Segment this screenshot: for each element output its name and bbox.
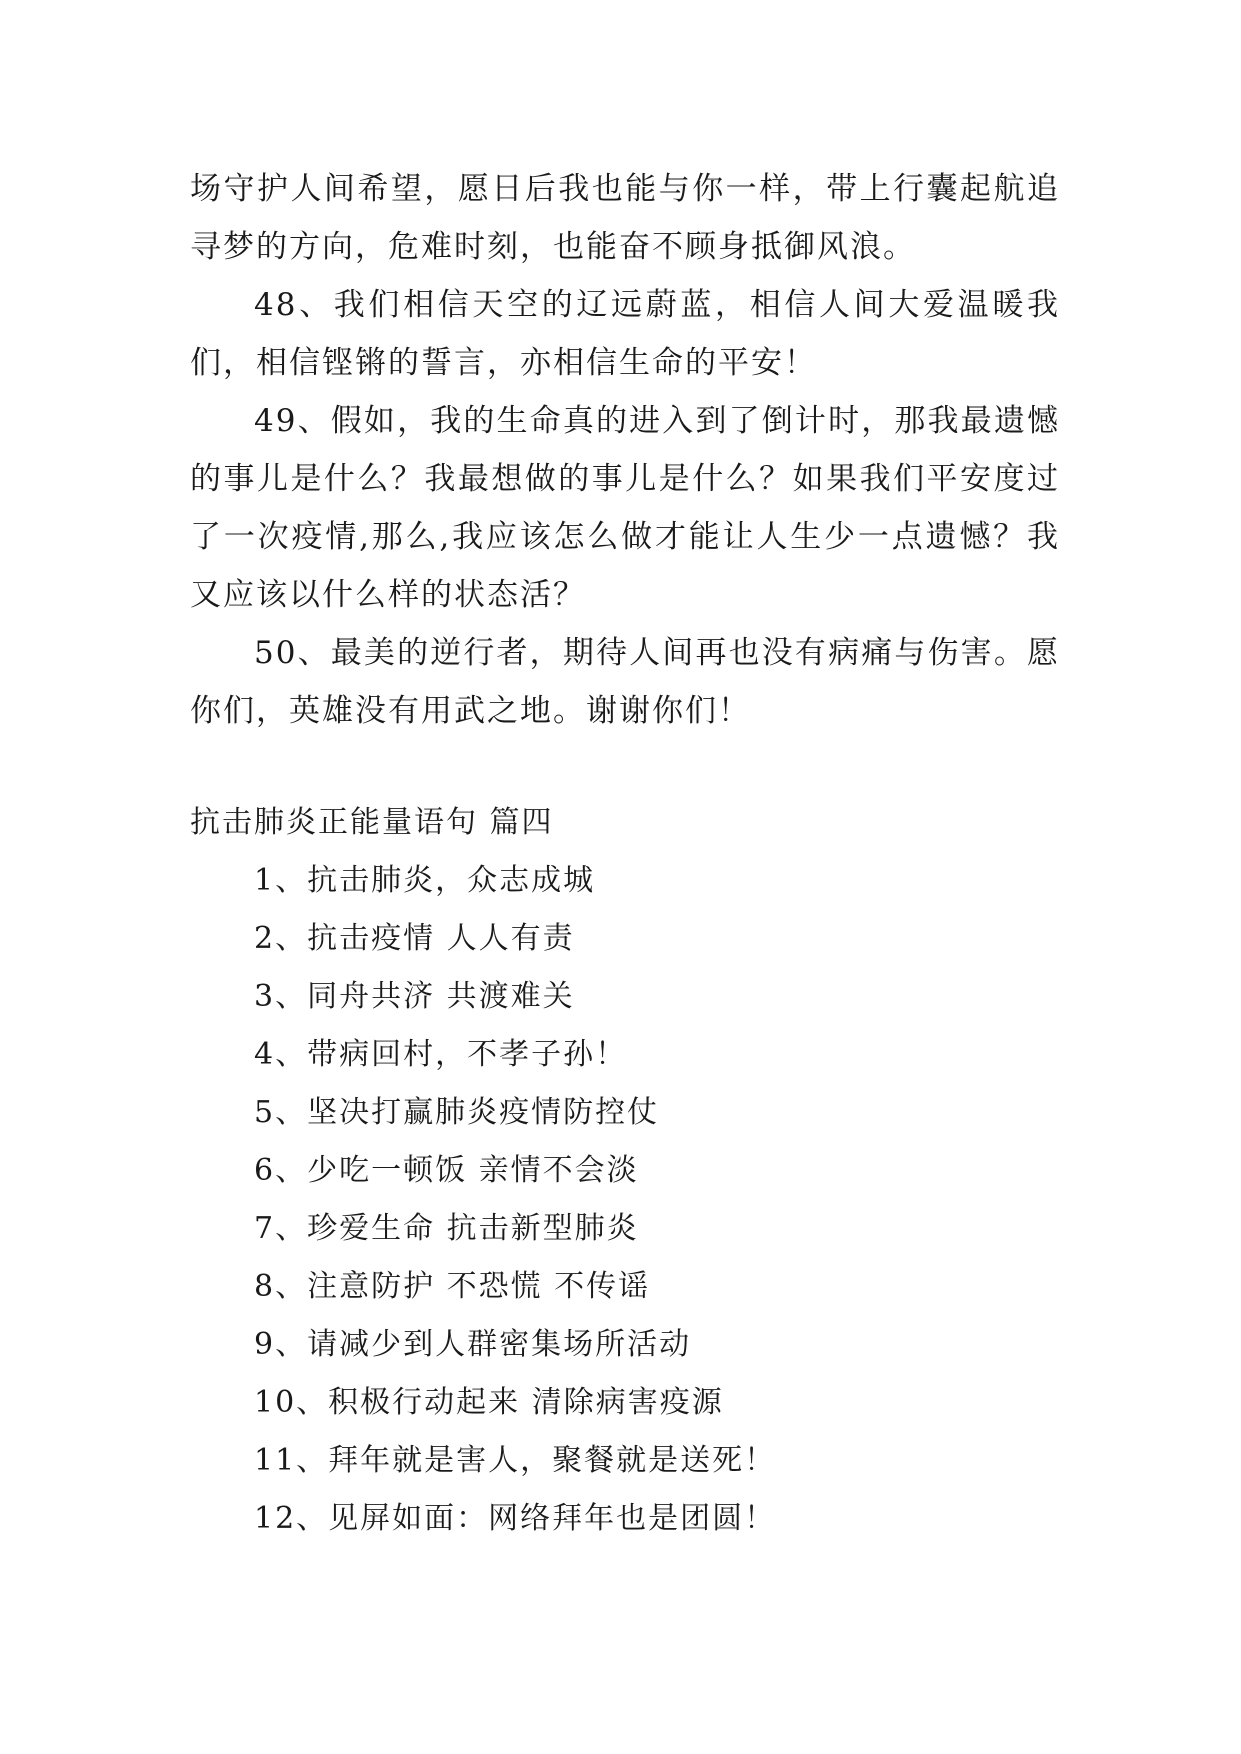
- paragraph-continuation: 场守护人间希望，愿日后我也能与你一样，带上行囊起航追寻梦的方向，危难时刻，也能奋不顾身抵御风浪。: [190, 171, 1060, 265]
- list-item: 10、积极行动起来 清除病害疫源: [254, 1385, 724, 1420]
- list-item: 9、请减少到人群密集场所活动: [254, 1327, 692, 1362]
- list-item: 8、注意防护 不恐慌 不传谣: [254, 1269, 651, 1304]
- list-item: 11、拜年就是害人，聚餐就是送死！: [254, 1443, 777, 1478]
- list-item: 6、少吃一顿饭 亲情不会淡: [254, 1153, 639, 1188]
- list-item: 7、珍爱生命 抗击新型肺炎: [254, 1211, 639, 1246]
- paragraph-item-50: 50、最美的逆行者，期待人间再也没有病痛与伤害。愿你们，英雄没有用武之地。谢谢你们！: [190, 635, 1060, 729]
- slogan-list: [190, 852, 1060, 1548]
- section-heading: 抗击肺炎正能量语句 篇四: [190, 805, 554, 840]
- paragraph-item-49: 49、假如，我的生命真的进入到了倒计时，那我最遗憾的事儿是什么？我最想做的事儿是什么？如果我们平安度过了一次疫情,那么,我应该怎么做才能让人生少一点遗憾？我又应该以什么样的状态活？: [190, 403, 1060, 613]
- list-item: 12、见屏如面：网络拜年也是团圆！: [254, 1501, 777, 1536]
- paragraph-item-48: 48、我们相信天空的辽远蔚蓝，相信人间大爱温暖我们，相信铿锵的誓言，亦相信生命的平安！: [190, 287, 1060, 381]
- list-item: 1、抗击肺炎，众志成城: [254, 863, 596, 898]
- list-item: 2、抗击疫情 人人有责: [254, 921, 575, 956]
- list-item: 4、带病回村，不孝子孙！: [254, 1037, 628, 1072]
- document-page: [190, 160, 1060, 1548]
- list-item: 3、同舟共济 共渡难关: [254, 979, 575, 1014]
- list-item: 5、坚决打赢肺炎疫情防控仗: [254, 1095, 660, 1130]
